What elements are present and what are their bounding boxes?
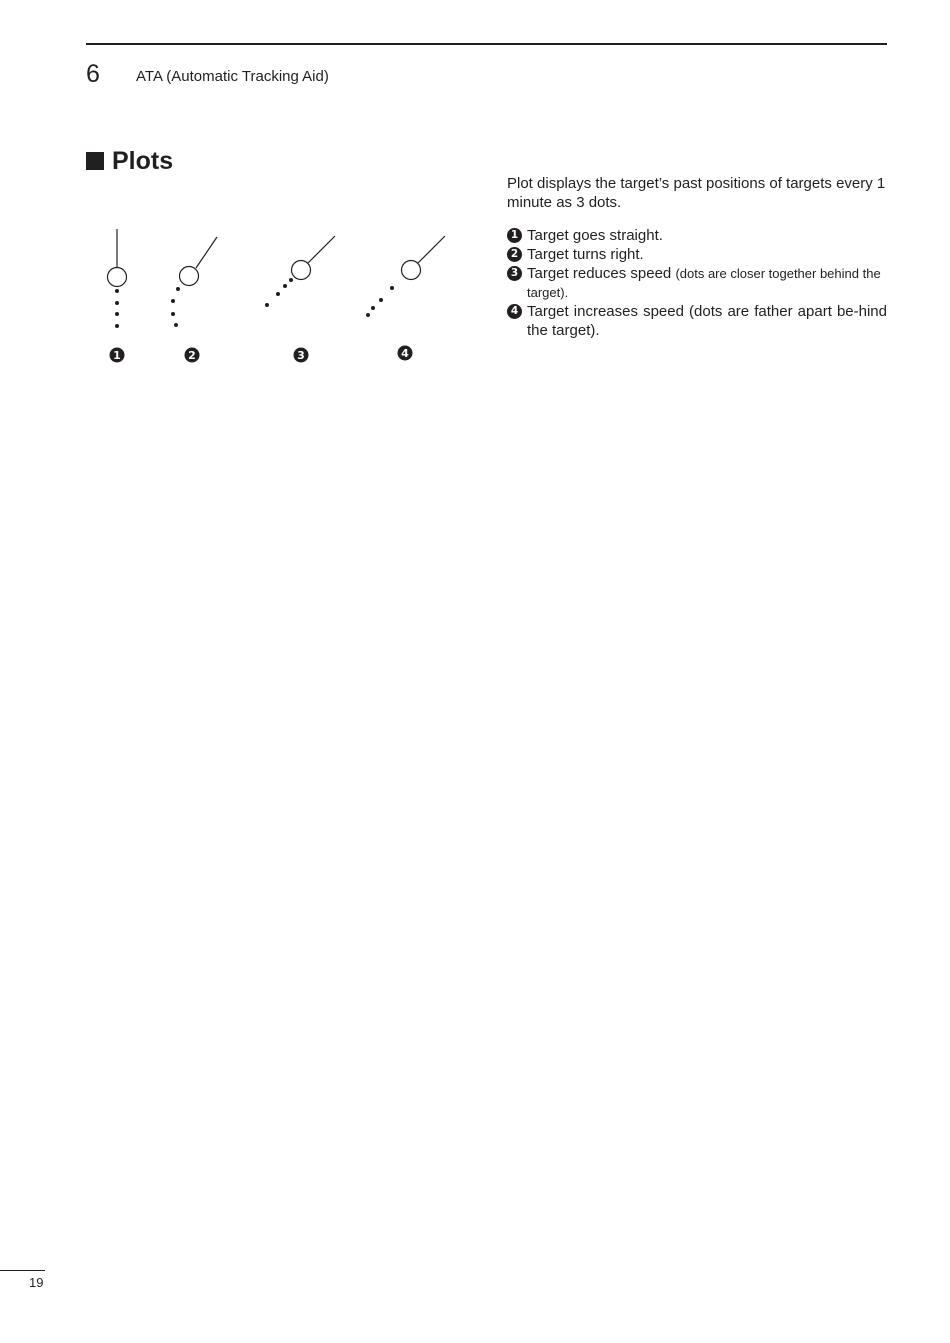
- target-symbol: [292, 261, 311, 280]
- figure-label-3: [294, 348, 309, 363]
- heading-vector: [196, 237, 217, 268]
- list-item-body: [527, 264, 887, 302]
- past-position-dot: [276, 292, 280, 296]
- page-number: 19: [29, 1275, 44, 1290]
- past-position-dot: [289, 278, 293, 282]
- number-badge: 4: [507, 304, 522, 319]
- list-item-text: Target goes straight.: [527, 227, 663, 244]
- plot-reduce-speed-dots: [265, 278, 293, 307]
- description-column: [507, 174, 887, 340]
- plot-turn-right: [180, 237, 218, 286]
- heading-vector: [308, 236, 335, 263]
- list-item-text: Target reduces speed: [527, 265, 672, 282]
- past-position-dot: [115, 312, 119, 316]
- figure-label-text: 2: [188, 349, 196, 362]
- plot-diagram-svg: [90, 220, 470, 370]
- list-item: [507, 264, 887, 302]
- number-badge: 2: [507, 247, 522, 262]
- figure-label-text: 3: [297, 349, 305, 362]
- past-position-dot: [283, 284, 287, 288]
- past-position-dot: [390, 286, 394, 290]
- list-item: [507, 226, 887, 245]
- target-symbol: [402, 261, 421, 280]
- past-position-dot: [366, 313, 370, 317]
- plot-reduce-speed: [292, 236, 336, 280]
- plot-turn-right-dots: [171, 287, 180, 327]
- number-badge: 3: [507, 266, 522, 281]
- plot-straight: [108, 229, 127, 287]
- figure-label-1: [110, 348, 125, 363]
- list-item: [507, 245, 887, 264]
- plot-diagram: [90, 220, 470, 370]
- target-symbol: [108, 268, 127, 287]
- figure-label-text: 4: [401, 347, 409, 360]
- list-item-note: (dots are closer together behind the target).: [527, 266, 881, 300]
- section-heading: [86, 145, 173, 177]
- past-position-dot: [115, 289, 119, 293]
- plot-increase-speed: [402, 236, 446, 280]
- past-position-dot: [171, 312, 175, 316]
- footer-rule: [0, 1270, 45, 1271]
- black-square-icon: [86, 152, 104, 170]
- list-item: [507, 302, 887, 340]
- figure-label-2: [185, 348, 200, 363]
- header-rule: [86, 43, 887, 45]
- figure-label-4: [398, 346, 413, 361]
- figure-label-text: 1: [113, 349, 121, 362]
- plot-straight-dots: [115, 289, 119, 328]
- heading-vector: [418, 236, 445, 263]
- past-position-dot: [115, 324, 119, 328]
- past-position-dot: [371, 306, 375, 310]
- past-position-dot: [379, 298, 383, 302]
- target-symbol: [180, 267, 199, 286]
- plot-increase-speed-dots: [366, 286, 394, 317]
- list-item-text: Target turns right.: [527, 246, 644, 263]
- chapter-title: ATA (Automatic Tracking Aid): [136, 68, 329, 85]
- intro-paragraph: Plot displays the target’s past positions of targets every 1 minute as 3 dots.: [507, 175, 886, 211]
- section-title: Plots: [112, 147, 174, 175]
- past-position-dot: [115, 301, 119, 305]
- past-position-dot: [171, 299, 175, 303]
- past-position-dot: [176, 287, 180, 291]
- past-position-dot: [174, 323, 178, 327]
- number-badge: 1: [507, 228, 522, 243]
- list-item-text: Target increases speed (dots are father apart be-hind the target).: [527, 303, 887, 339]
- chapter-number: 6: [86, 60, 100, 88]
- past-position-dot: [265, 303, 269, 307]
